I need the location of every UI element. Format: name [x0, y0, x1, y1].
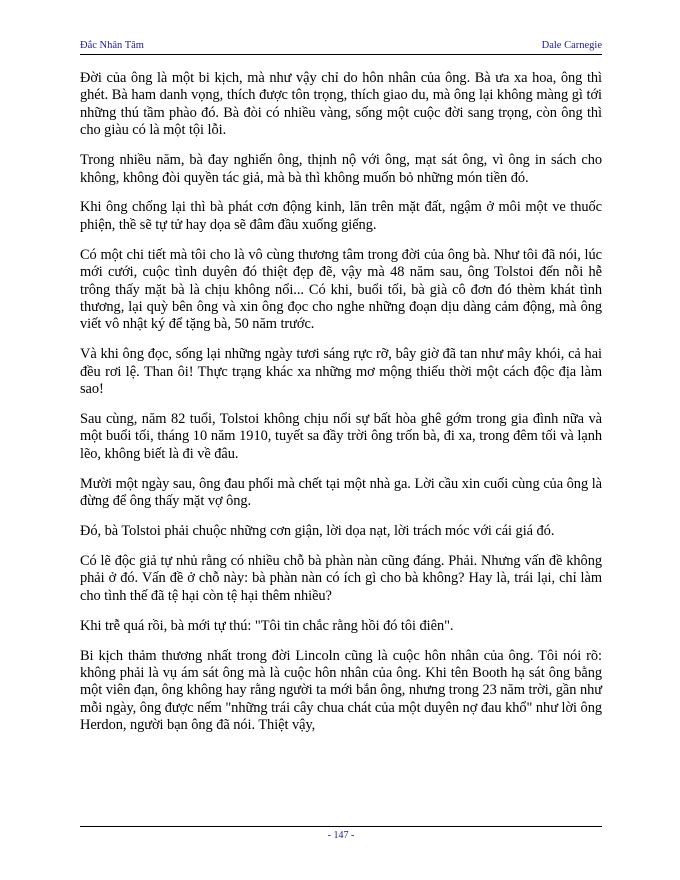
- paragraph: Mười một ngày sau, ông đau phổi mà chết tại một nhà ga. Lời cầu xin cuối cùng của ông là đừng để ông thấy mặt vợ ông.: [80, 475, 602, 510]
- page-number: - 147 -: [327, 830, 355, 841]
- paragraph: Khi ông chống lại thì bà phát cơn động kinh, lăn trên mặt đất, ngậm ở môi một ve thuốc phiện, thề sẽ tự tử hay dọa sẽ đâm đầu xuống giếng.: [80, 199, 602, 233]
- paragraph: Bi kịch thảm thương nhất trong đời Lincoln cũng là cuộc hôn nhân của ông. Tôi nói rõ: không phải là vụ ám sát ông mà là cuộc hôn nhân của ông. Khi tên Booth hạ sát ông bằng một viên đạn, ông không hay rằng người ta mới bắn ông, nhưng trong 23 năm trời, gần như mỗi ngày, ông được nếm "những trái cây chua chát của một duyên nợ đau khổ" như lời ông Herdon, người bạn ông đã nói. Thiệt vậy,: [80, 647, 602, 734]
- paragraph: Đời của ông là một bi kịch, mà như vậy chỉ do hôn nhân của ông. Bà ưa xa hoa, ông thì ghét. Bà ham danh vọng, thích được tôn trọng, thích giao du, mà ông lại không màng gì tới những thú tầm phào đó. Bà đòi có nhiều vàng, sống một cuộc đời sang trọng, còn ông thì cho giàu có là một tội lỗi.: [80, 70, 602, 139]
- page-body: [80, 70, 602, 747]
- paragraph: Khi trễ quá rồi, bà mới tự thú: "Tôi tin chắc rằng hồi đó tôi điên".: [80, 617, 454, 634]
- paragraph: Sau cùng, năm 82 tuổi, Tolstoi không chịu nổi sự bất hòa ghê gớm trong gia đình nữa và một buổi tối, tháng 10 năm 1910, tuyết sa đầy trời ông trốn bà, đi xa, trong đêm tối và lạnh lẽo, không biết là đi về đâu.: [80, 411, 602, 462]
- page-header: [80, 38, 602, 55]
- paragraph: Có một chi tiết mà tôi cho là vô cùng thương tâm trong đời của ông bà. Như tôi đã nói, lúc mới cưới, cuộc tình duyên đó thiệt đẹp đẽ, vậy mà 48 năm sau, ông Tolstoi đến nỗi hễ trông thấy mặt bà là chịu không nổi... Có khi, buổi tối, bà già cô đơn đó thèm khát tình thương, lại quỳ bên ông và xin ông đọc cho nghe những đoạn dịu dàng cảm động, mà ông viết vô nhật ký để tặng bà, 50 năm trước.: [80, 246, 602, 333]
- paragraph: Trong nhiều năm, bà đay nghiến ông, thịnh nộ với ông, mạt sát ông, vì ông in sách cho không, không đòi quyền tác giả, mà bà thì không muốn bỏ những món tiền đó.: [80, 152, 602, 186]
- paragraph: Đó, bà Tolstoi phải chuộc những cơn giận, lời dọa nạt, lời trách móc với cái giá đó.: [80, 523, 555, 540]
- header-book-title: Đắc Nhân Tâm: [80, 40, 144, 51]
- paragraph: Có lẽ độc giả tự nhủ rằng có nhiều chỗ bà phàn nàn cũng đáng. Phải. Nhưng vấn đề không phải ở đó. Vấn đề ở chỗ này: bà phàn nàn có ích gì cho bà không? Hay là, trái lại, chỉ làm cho tình thế đã tệ hại còn tệ hại thêm nhiều?: [80, 552, 602, 604]
- header-author: Dale Carnegie: [541, 40, 602, 51]
- paragraph: Và khi ông đọc, sống lại những ngày tươi sáng rực rỡ, bây giờ đã tan như mây khói, cả hai đều rơi lệ. Than ôi! Thực trạng khác xa những mơ mộng thiếu thời một cách độc địa làm sao!: [80, 346, 602, 398]
- footer-divider: [80, 826, 602, 827]
